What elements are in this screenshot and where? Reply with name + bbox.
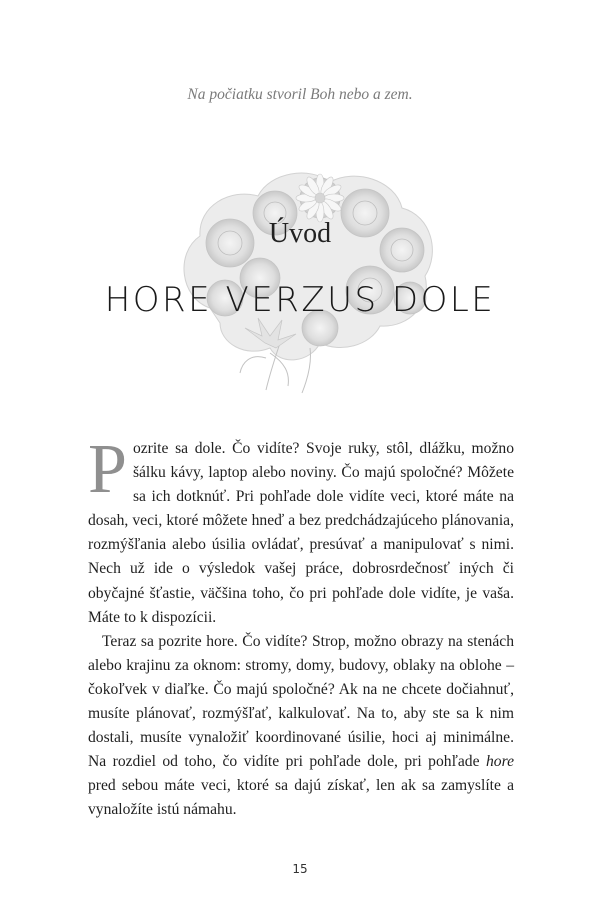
epigraph: Na počiatku stvoril Boh nebo a zem. bbox=[187, 86, 413, 103]
drop-cap: P bbox=[88, 431, 127, 508]
chapter-title: HORE VERZUS DOLE bbox=[104, 280, 496, 320]
body-text bbox=[88, 431, 514, 823]
emphasized-word: hore bbox=[485, 753, 514, 771]
paragraph-2 bbox=[88, 630, 514, 823]
chapter-label: Úvod bbox=[268, 218, 332, 249]
paragraph-1 bbox=[88, 431, 514, 630]
paragraph-2-text-before: Teraz sa pozrite hore. Čo vidíte? Strop, možno obrazy na stenách alebo krajinu za oknom: stromy, domy, budovy, oblaky na oblohe – čokoľvek v diaľke. Čo majú spoločné? Ak na ne chcete dočiahnuť, musíte plánovať, rozmýšľať, kalkulovať. Na to, aby ste sa k nim dostali, musíte vynaložiť koordinované úsilie, hoci aj minimálne. Na rozdiel od toho, čo vidíte pri pohľade dole, pri pohľade bbox=[88, 632, 514, 771]
page-number: 15 bbox=[292, 862, 308, 876]
paragraph-2-text-after: pred sebou máte veci, ktoré sa dajú získať, len ak sa zamyslíte a vynaložíte istú námahu. bbox=[88, 777, 514, 819]
floral-brain-illustration bbox=[170, 158, 442, 398]
paragraph-1-text: ozrite sa dole. Čo vidíte? Svoje ruky, stôl, dlážku, možno šálku kávy, laptop alebo noviny. Čo majú spoločné? Môžete sa ich dotknúť. Pri pohľade dole vidíte veci, ktoré máte na dosah, veci, ktoré môžete hneď a bez predchádzajúceho plánovania, rozmýšľania alebo úsilia ovládať, presúvať a manipulovať s nimi. Nech už ide o výsledok vašej práce, dobrosrdečnosť iných či obyčajné šťastie, väčšina toho, čo pri pohľade dole vidíte, je vaša. Máte to k dispozícii. bbox=[88, 440, 514, 626]
